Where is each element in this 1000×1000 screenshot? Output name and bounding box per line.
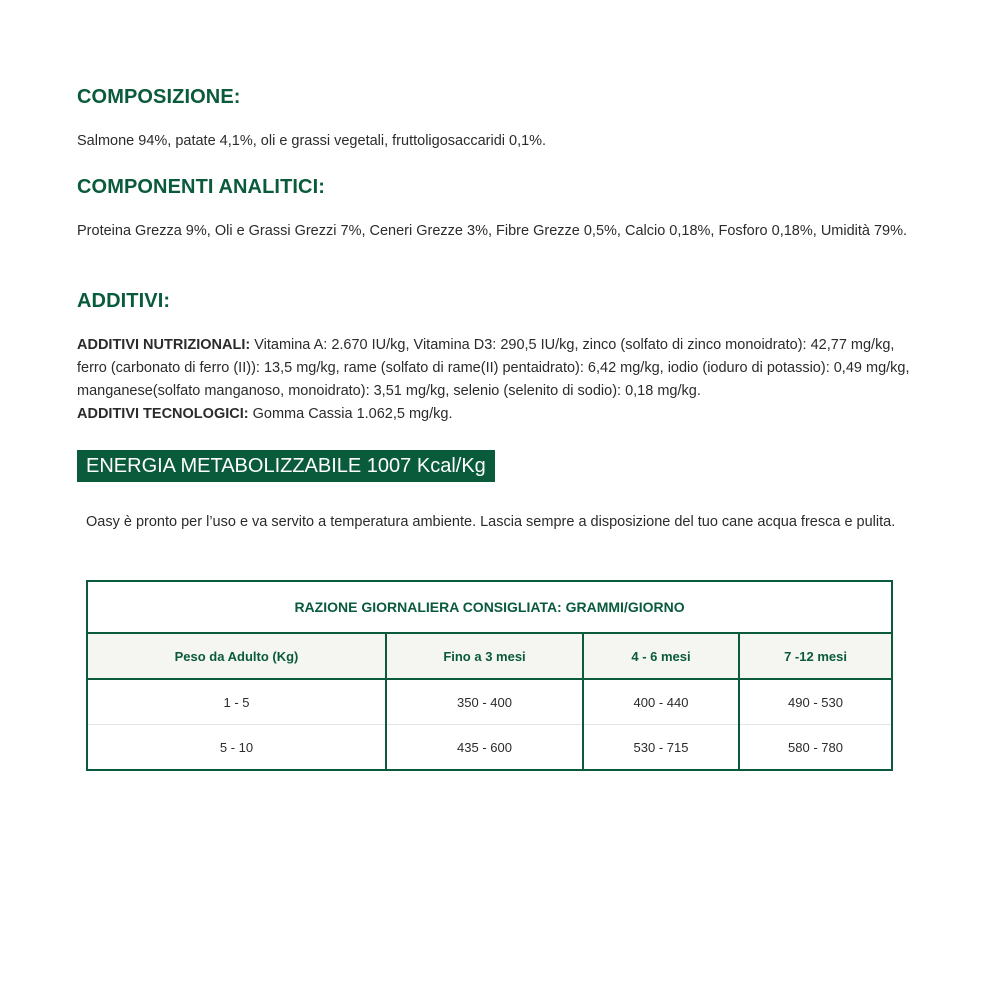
ration-table-title: RAZIONE GIORNALIERA CONSIGLIATA: GRAMMI/GIORNO bbox=[87, 581, 892, 633]
column-header-4-6-months: 4 - 6 mesi bbox=[583, 633, 739, 679]
table-cell: 435 - 600 bbox=[386, 725, 583, 771]
table-row bbox=[87, 679, 892, 725]
serving-instructions: Oasy è pronto per l’uso e va servito a temperatura ambiente. Lascia sempre a disposizione del tuo cane acqua fresca e pulita. bbox=[86, 514, 896, 530]
metabolizable-energy-banner: ENERGIA METABOLIZZABILE 1007 Kcal/Kg bbox=[77, 450, 495, 482]
technological-additives-label: ADDITIVI TECNOLOGICI: bbox=[77, 406, 249, 422]
analytical-components-text: Proteina Grezza 9%, Oli e Grassi Grezzi 7%, Ceneri Grezze 3%, Fibre Grezze 0,5%, Calcio 0,18%, Fosforo 0,18%, Umidità 79%. bbox=[77, 223, 908, 239]
additives-text bbox=[77, 334, 927, 426]
column-header-7-12-months: 7 -12 mesi bbox=[739, 633, 892, 679]
nutritional-additives-label: ADDITIVI NUTRIZIONALI: bbox=[77, 337, 251, 353]
column-header-adult-weight: Peso da Adulto (Kg) bbox=[87, 633, 386, 679]
table-cell: 490 - 530 bbox=[739, 679, 892, 725]
additives-heading: ADDITIVI: bbox=[77, 290, 171, 312]
composition-heading: COMPOSIZIONE: bbox=[77, 86, 241, 108]
ration-table-header-row bbox=[87, 633, 892, 679]
table-cell: 1 - 5 bbox=[87, 679, 386, 725]
technological-additives-text: Gomma Cassia 1.062,5 mg/kg. bbox=[248, 406, 453, 422]
daily-ration-table bbox=[86, 580, 893, 771]
table-cell: 580 - 780 bbox=[739, 725, 892, 771]
table-row bbox=[87, 725, 892, 771]
composition-text: Salmone 94%, patate 4,1%, oli e grassi vegetali, fruttoligosaccaridi 0,1%. bbox=[77, 133, 547, 149]
table-cell: 5 - 10 bbox=[87, 725, 386, 771]
analytical-components-heading: COMPONENTI ANALITICI: bbox=[77, 176, 326, 198]
table-cell: 530 - 715 bbox=[583, 725, 739, 771]
table-cell: 400 - 440 bbox=[583, 679, 739, 725]
table-cell: 350 - 400 bbox=[386, 679, 583, 725]
nutritional-additives-text: Vitamina A: 2.670 IU/kg, Vitamina D3: 290,5 IU/kg, zinco (solfato di zinco monoidrato): 42,77 mg/kg, ferro (carbonato di ferro (II)): 13,5 mg/kg, rame (solfato di rame(II) pentaidrato): 6,42 mg/kg, iodio (ioduro di potassio): 0,49 mg/kg, manganese(solfato manganoso, monoidrato): 3,51 mg/kg, selenio (selenito di sodio): 0,18 mg/kg. bbox=[77, 337, 910, 399]
column-header-up-to-3-months: Fino a 3 mesi bbox=[386, 633, 583, 679]
